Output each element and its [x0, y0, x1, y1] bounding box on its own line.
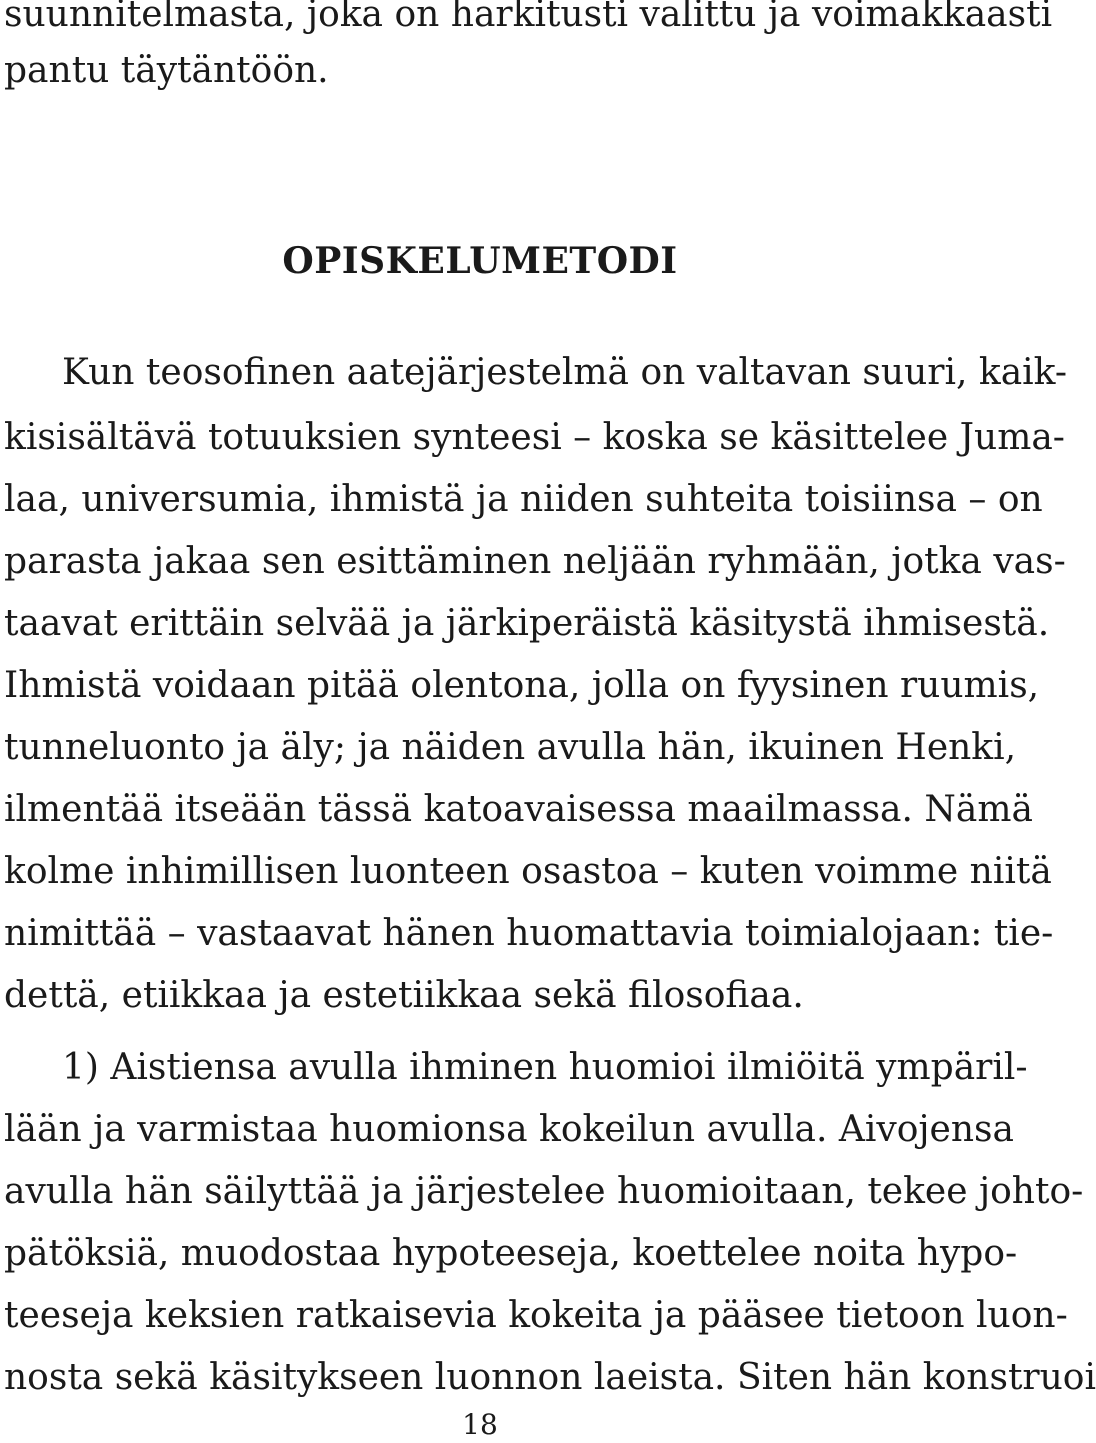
section-heading: OPISKELUMETODI: [282, 240, 678, 282]
paragraph1-line-11: dettä, etiikkaa ja estetiikkaa sekä filosofiaa.: [4, 975, 804, 1016]
paragraph1-line-9: kolme inhimillisen luonteen osastoa – kuten voimme niitä: [4, 851, 1052, 892]
paragraph1-line-10: nimittää – vastaavat hänen huomattavia toimialojaan: tie-: [4, 913, 1054, 954]
paragraph1-line-2: kisisältävä totuuksien synteesi – koska se käsittelee Juma-: [4, 417, 1065, 458]
page-number: 18: [462, 1408, 498, 1441]
paragraph2-line-6: nosta sekä käsitykseen luonnon laeista. Siten hän konstruoi: [4, 1357, 1096, 1398]
paragraph1-line-6: Ihmistä voidaan pitää olentona, jolla on fyysinen ruumis,: [4, 665, 1040, 706]
paragraph1-line-4: parasta jakaa sen esittäminen neljään ryhmään, jotka vas-: [4, 541, 1066, 582]
paragraph1-line-7: tunneluonto ja äly; ja näiden avulla hän, ikuinen Henki,: [4, 727, 1017, 768]
paragraph2-line-3: avulla hän säilyttää ja järjestelee huomioitaan, tekee johto-: [4, 1171, 1084, 1212]
paragraph1-line-1: Kun teosofinen aatejärjestelmä on valtavan suuri, kaik-: [62, 352, 1068, 393]
paragraph2-line-2: lään ja varmistaa huomionsa kokeilun avulla. Aivojensa: [4, 1109, 1014, 1150]
paragraph2-line-1: 1) Aistiensa avulla ihminen huomioi ilmiöitä ympäril-: [62, 1047, 1028, 1088]
paragraph2-line-4: pätöksiä, muodostaa hypoteeseja, koettelee noita hypo-: [4, 1233, 1018, 1274]
paragraph1-line-3: laa, universumia, ihmistä ja niiden suhteita toisiinsa – on: [4, 479, 1043, 520]
continuation-line-1: suunnitelmasta, joka on harkitusti valittu ja voimakkaasti: [4, 0, 1053, 35]
continuation-line-2: pantu täytäntöön.: [4, 50, 329, 91]
paragraph1-line-8: ilmentää itseään tässä katoavaisessa maailmassa. Nämä: [4, 789, 1033, 830]
paragraph1-line-5: taavat erittäin selvää ja järkiperäistä käsitystä ihmisestä.: [4, 603, 1050, 644]
paragraph2-line-5: teeseja keksien ratkaisevia kokeita ja pääsee tietoon luon-: [4, 1295, 1068, 1336]
